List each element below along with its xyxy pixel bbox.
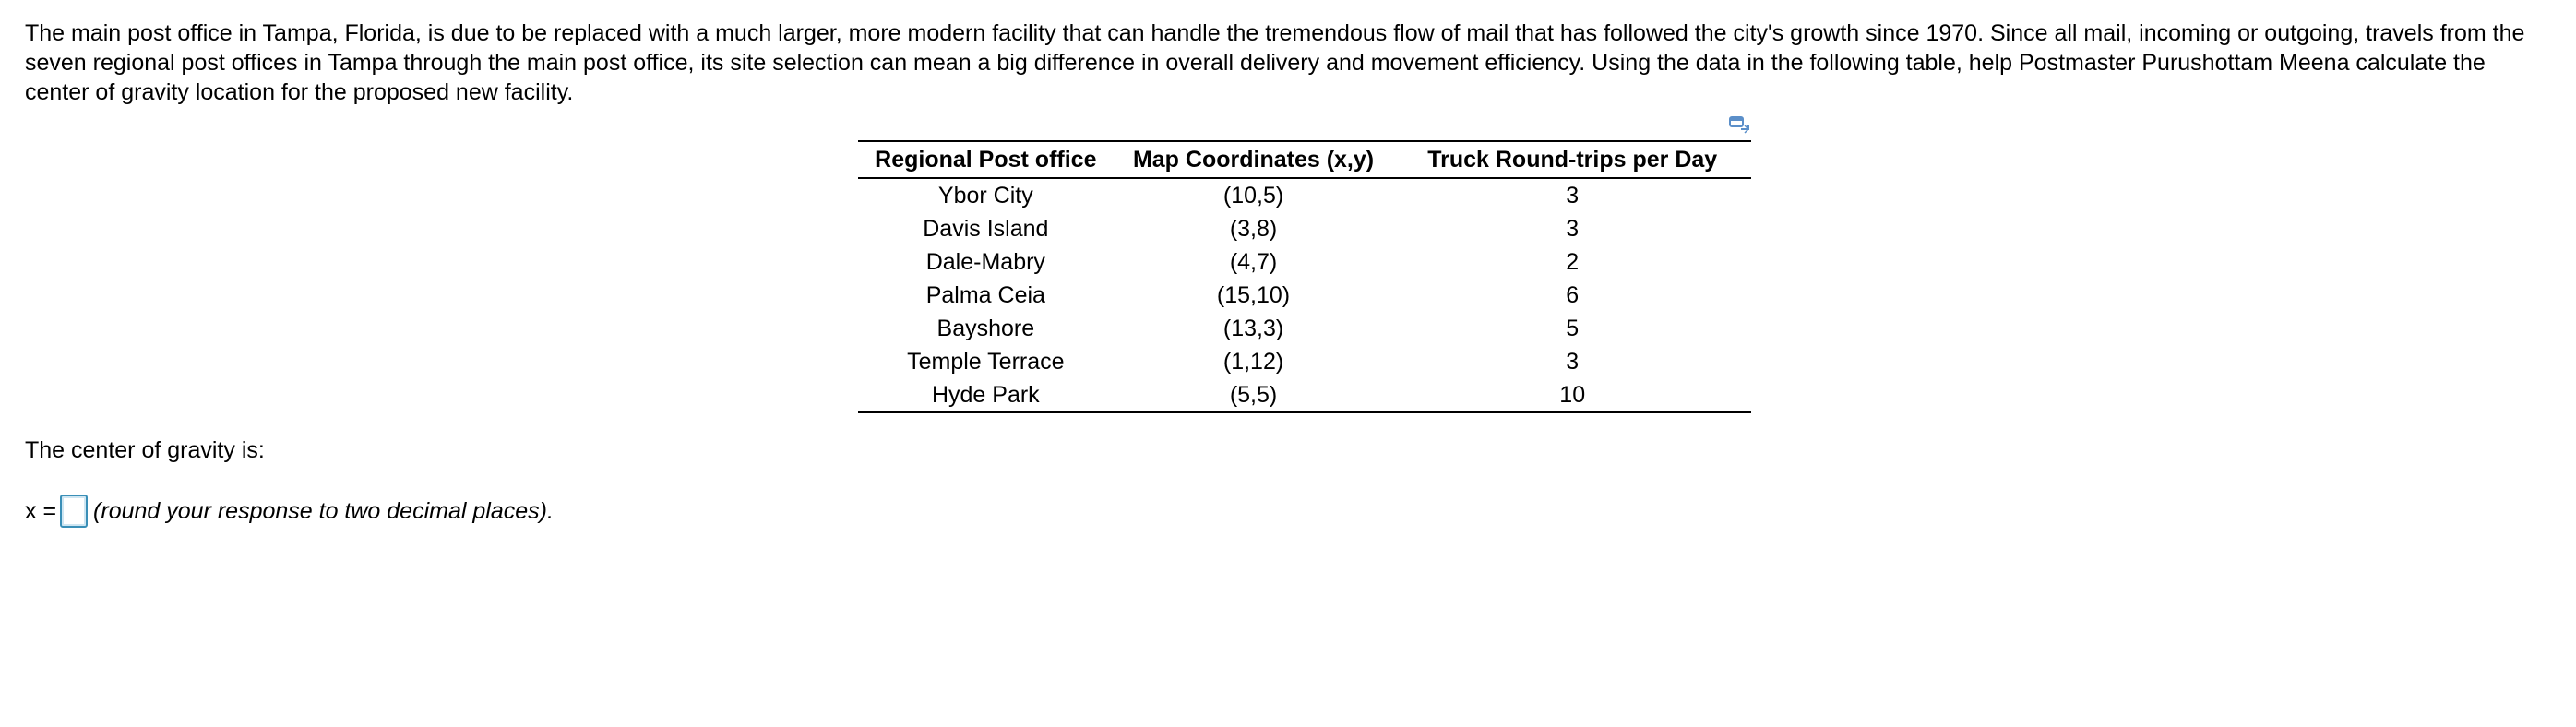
office-name-cell: Ybor City	[937, 182, 1033, 209]
coordinates-cell: (4,7)	[1229, 248, 1278, 275]
office-name-cell: Bayshore	[936, 315, 1035, 341]
x-label: x =	[25, 497, 57, 524]
office-name-cell: Palma Ceia	[925, 281, 1045, 308]
round-trips-cell: 10	[1393, 378, 1751, 412]
coordinates-cell: (5,5)	[1114, 378, 1394, 412]
table-row	[858, 345, 1751, 378]
post-office-table	[858, 140, 1751, 413]
office-name-cell: Temple Terrace	[907, 348, 1065, 375]
expand-table-icon[interactable]	[1728, 114, 1752, 135]
coordinates-cell: (1,12)	[1222, 348, 1284, 375]
center-of-gravity-label: The center of gravity is:	[25, 437, 265, 463]
coordinates-cell: (13,3)	[1222, 315, 1284, 341]
round-trips-cell: 3	[1566, 182, 1580, 209]
round-trips-cell: 6	[1566, 281, 1580, 308]
coordinates-cell: (15,10)	[1216, 281, 1291, 308]
round-trips-cell: 3	[1566, 348, 1580, 375]
office-name-cell: Dale-Mabry	[925, 248, 1045, 275]
table-header-row	[858, 141, 1751, 178]
round-trips-cell: 2	[1566, 248, 1580, 275]
round-trips-cell: 3	[1566, 215, 1580, 242]
header-map-coordinates: Map Coordinates (x,y)	[1114, 141, 1394, 178]
table-row	[858, 378, 1751, 412]
table-row	[858, 212, 1751, 245]
rounding-hint: (round your response to two decimal places).	[93, 497, 554, 524]
problem-text: The main post office in Tampa, Florida, is due to be replaced with a much larger, more modern facility that can handle the tremendous flow of mail that has followed the city's growth since 1970. Since all mail, incoming or outgoing, travels from the seven regional post offices in Tampa through the main post office, its site selection can mean a big difference in overall delivery and movement efficiency. Using the data in the following table, help Postmaster Purushottam Meena calculate the center of gravity location for the proposed new facility.	[25, 20, 2525, 105]
office-name-cell: Davis Island	[923, 215, 1049, 242]
table-row	[858, 245, 1751, 279]
office-name-cell: Hyde Park	[858, 378, 1114, 412]
coordinates-cell: (10,5)	[1222, 182, 1284, 209]
header-truck-round-trips: Truck Round-trips per Day	[1393, 141, 1751, 178]
x-answer-input[interactable]	[60, 495, 88, 528]
answer-row	[25, 492, 554, 530]
table-row	[858, 178, 1751, 212]
coordinates-cell: (3,8)	[1229, 215, 1278, 242]
header-regional-post-office: Regional Post office	[858, 141, 1114, 178]
table-row	[858, 279, 1751, 312]
round-trips-cell: 5	[1566, 315, 1580, 341]
table-row	[858, 312, 1751, 345]
